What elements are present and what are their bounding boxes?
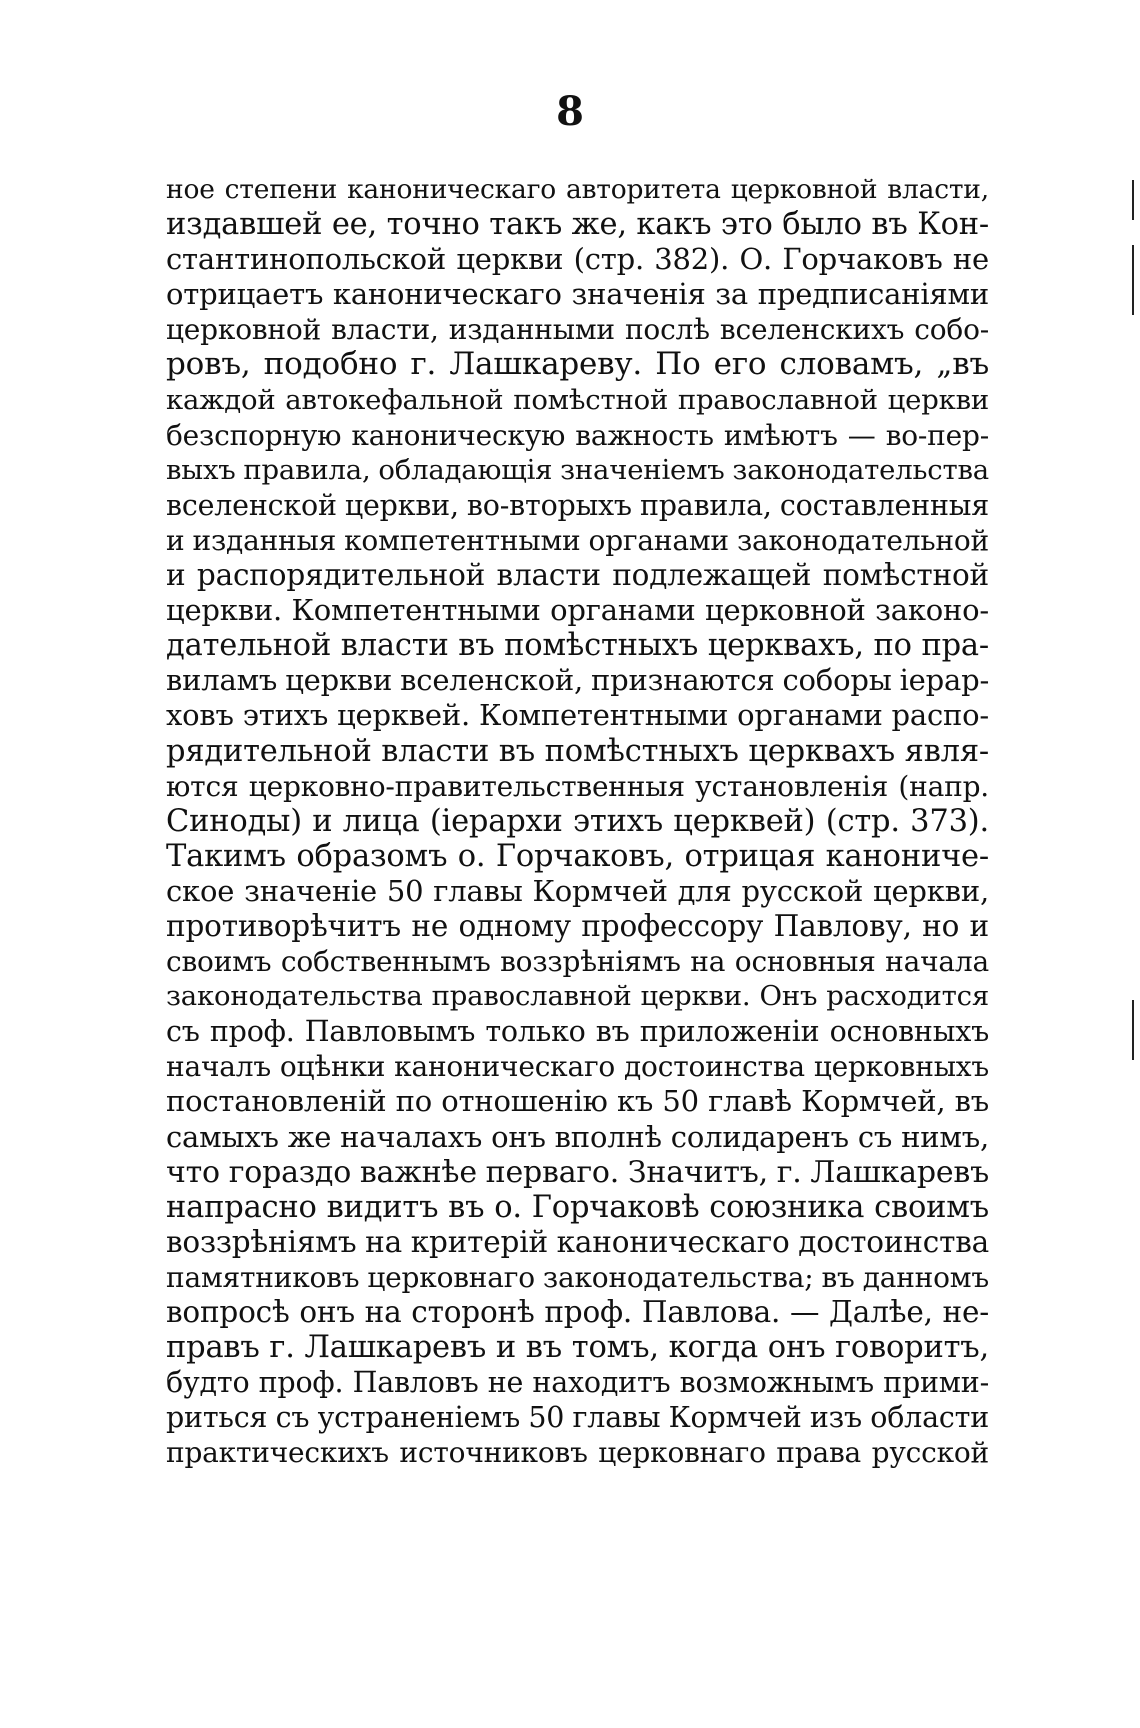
text-line: ровъ, подобно г. Лашкареву. По его словамъ, „въ: [166, 346, 989, 383]
text-line: стантинопольской церкви (стр. 382). О. Горчаковъ не: [166, 242, 989, 277]
text-line: вселенской церкви, во-вторыхъ правила, составленныя: [166, 488, 989, 522]
scan-edge-mark: [1132, 245, 1134, 315]
text-line: дательной власти въ помѣстныхъ церквахъ, по пра-: [166, 628, 989, 664]
text-line: ское значеніе 50 главы Кормчей для русской церкви,: [166, 873, 989, 908]
text-line: ное степени каноническаго авторитета церковной власти,: [166, 174, 989, 205]
text-line: отрицаетъ каноническаго значенія за предписаніями: [166, 277, 989, 312]
text-line: законодательства православной церкви. Онъ расходится: [166, 980, 989, 1013]
page-number: 8: [556, 88, 584, 135]
text-line: церковной власти, изданными послѣ вселенскихъ собо-: [166, 313, 989, 347]
text-line: Синоды) и лица (іерархи этихъ церквей) (стр. 373).: [166, 803, 989, 839]
text-line: и изданныя компетентными органами законодательной: [166, 523, 989, 557]
text-line: напрасно видитъ въ о. Горчаковѣ союзника своимъ: [166, 1189, 989, 1225]
text-line: рядительной власти въ помѣстныхъ церквахъ явля-: [166, 733, 989, 769]
body-text: [166, 172, 989, 1470]
text-line: практическихъ источниковъ церковнаго права русской: [166, 1436, 989, 1470]
text-line: съ проф. Павловымъ только въ приложеніи основныхъ: [166, 1015, 989, 1049]
text-line: памятниковъ церковнаго законодательства; въ данномъ: [166, 1260, 989, 1294]
text-line: и распорядительной власти подлежащей помѣстной: [166, 558, 989, 593]
text-line: издавшей ее, точно такъ же, какъ это было въ Кон-: [166, 207, 989, 243]
text-line: выхъ правила, обладающія значеніемъ законодательства: [166, 453, 989, 486]
text-line: постановленій по отношенію къ 50 главѣ Кормчей, въ: [166, 1084, 989, 1119]
text-line: самыхъ же началахъ онъ вполнѣ солидаренъ съ нимъ,: [166, 1119, 989, 1154]
text-line: будто проф. Павловъ не находитъ возможнымъ прими-: [166, 1366, 989, 1400]
text-line: что гораздо важнѣе перваго. Значитъ, г. Лашкаревъ: [166, 1154, 989, 1190]
text-line: вопросѣ онъ на сторонѣ проф. Павлова. — Далѣе, не-: [166, 1295, 989, 1329]
text-line: ховъ этихъ церквей. Компетентными органами распо-: [166, 698, 989, 733]
text-line: противорѣчитъ не одному профессору Павлову, но и: [166, 908, 989, 943]
text-line: каждой автокефальной помѣстной православной церкви: [166, 383, 989, 416]
text-line: виламъ церкви вселенской, признаются соборы іерар-: [166, 663, 990, 698]
text-line: Такимъ образомъ о. Горчаковъ, отрицая канониче-: [166, 838, 989, 874]
text-line: своимъ собственнымъ воззрѣніямъ на основныя начала: [166, 945, 989, 979]
text-line: правъ г. Лашкаревъ и въ томъ, когда онъ говоритъ,: [166, 1330, 989, 1366]
scan-edge-mark: [1132, 1000, 1134, 1060]
text-line: церкви. Компетентными органами церковной законо-: [166, 593, 989, 628]
text-line: началъ оцѣнки каноническаго достоинства церковныхъ: [166, 1050, 989, 1084]
text-line: ются церковно-правительственныя установленія (напр.: [166, 769, 989, 803]
scan-edge-mark: [1132, 180, 1134, 220]
text-line: безспорную каноническую важность имѣютъ — во-пер-: [166, 418, 989, 452]
text-line: воззрѣніямъ на критерій каноническаго достоинства: [166, 1224, 989, 1259]
text-line: риться съ устраненіемъ 50 главы Кормчей изъ области: [166, 1401, 989, 1435]
